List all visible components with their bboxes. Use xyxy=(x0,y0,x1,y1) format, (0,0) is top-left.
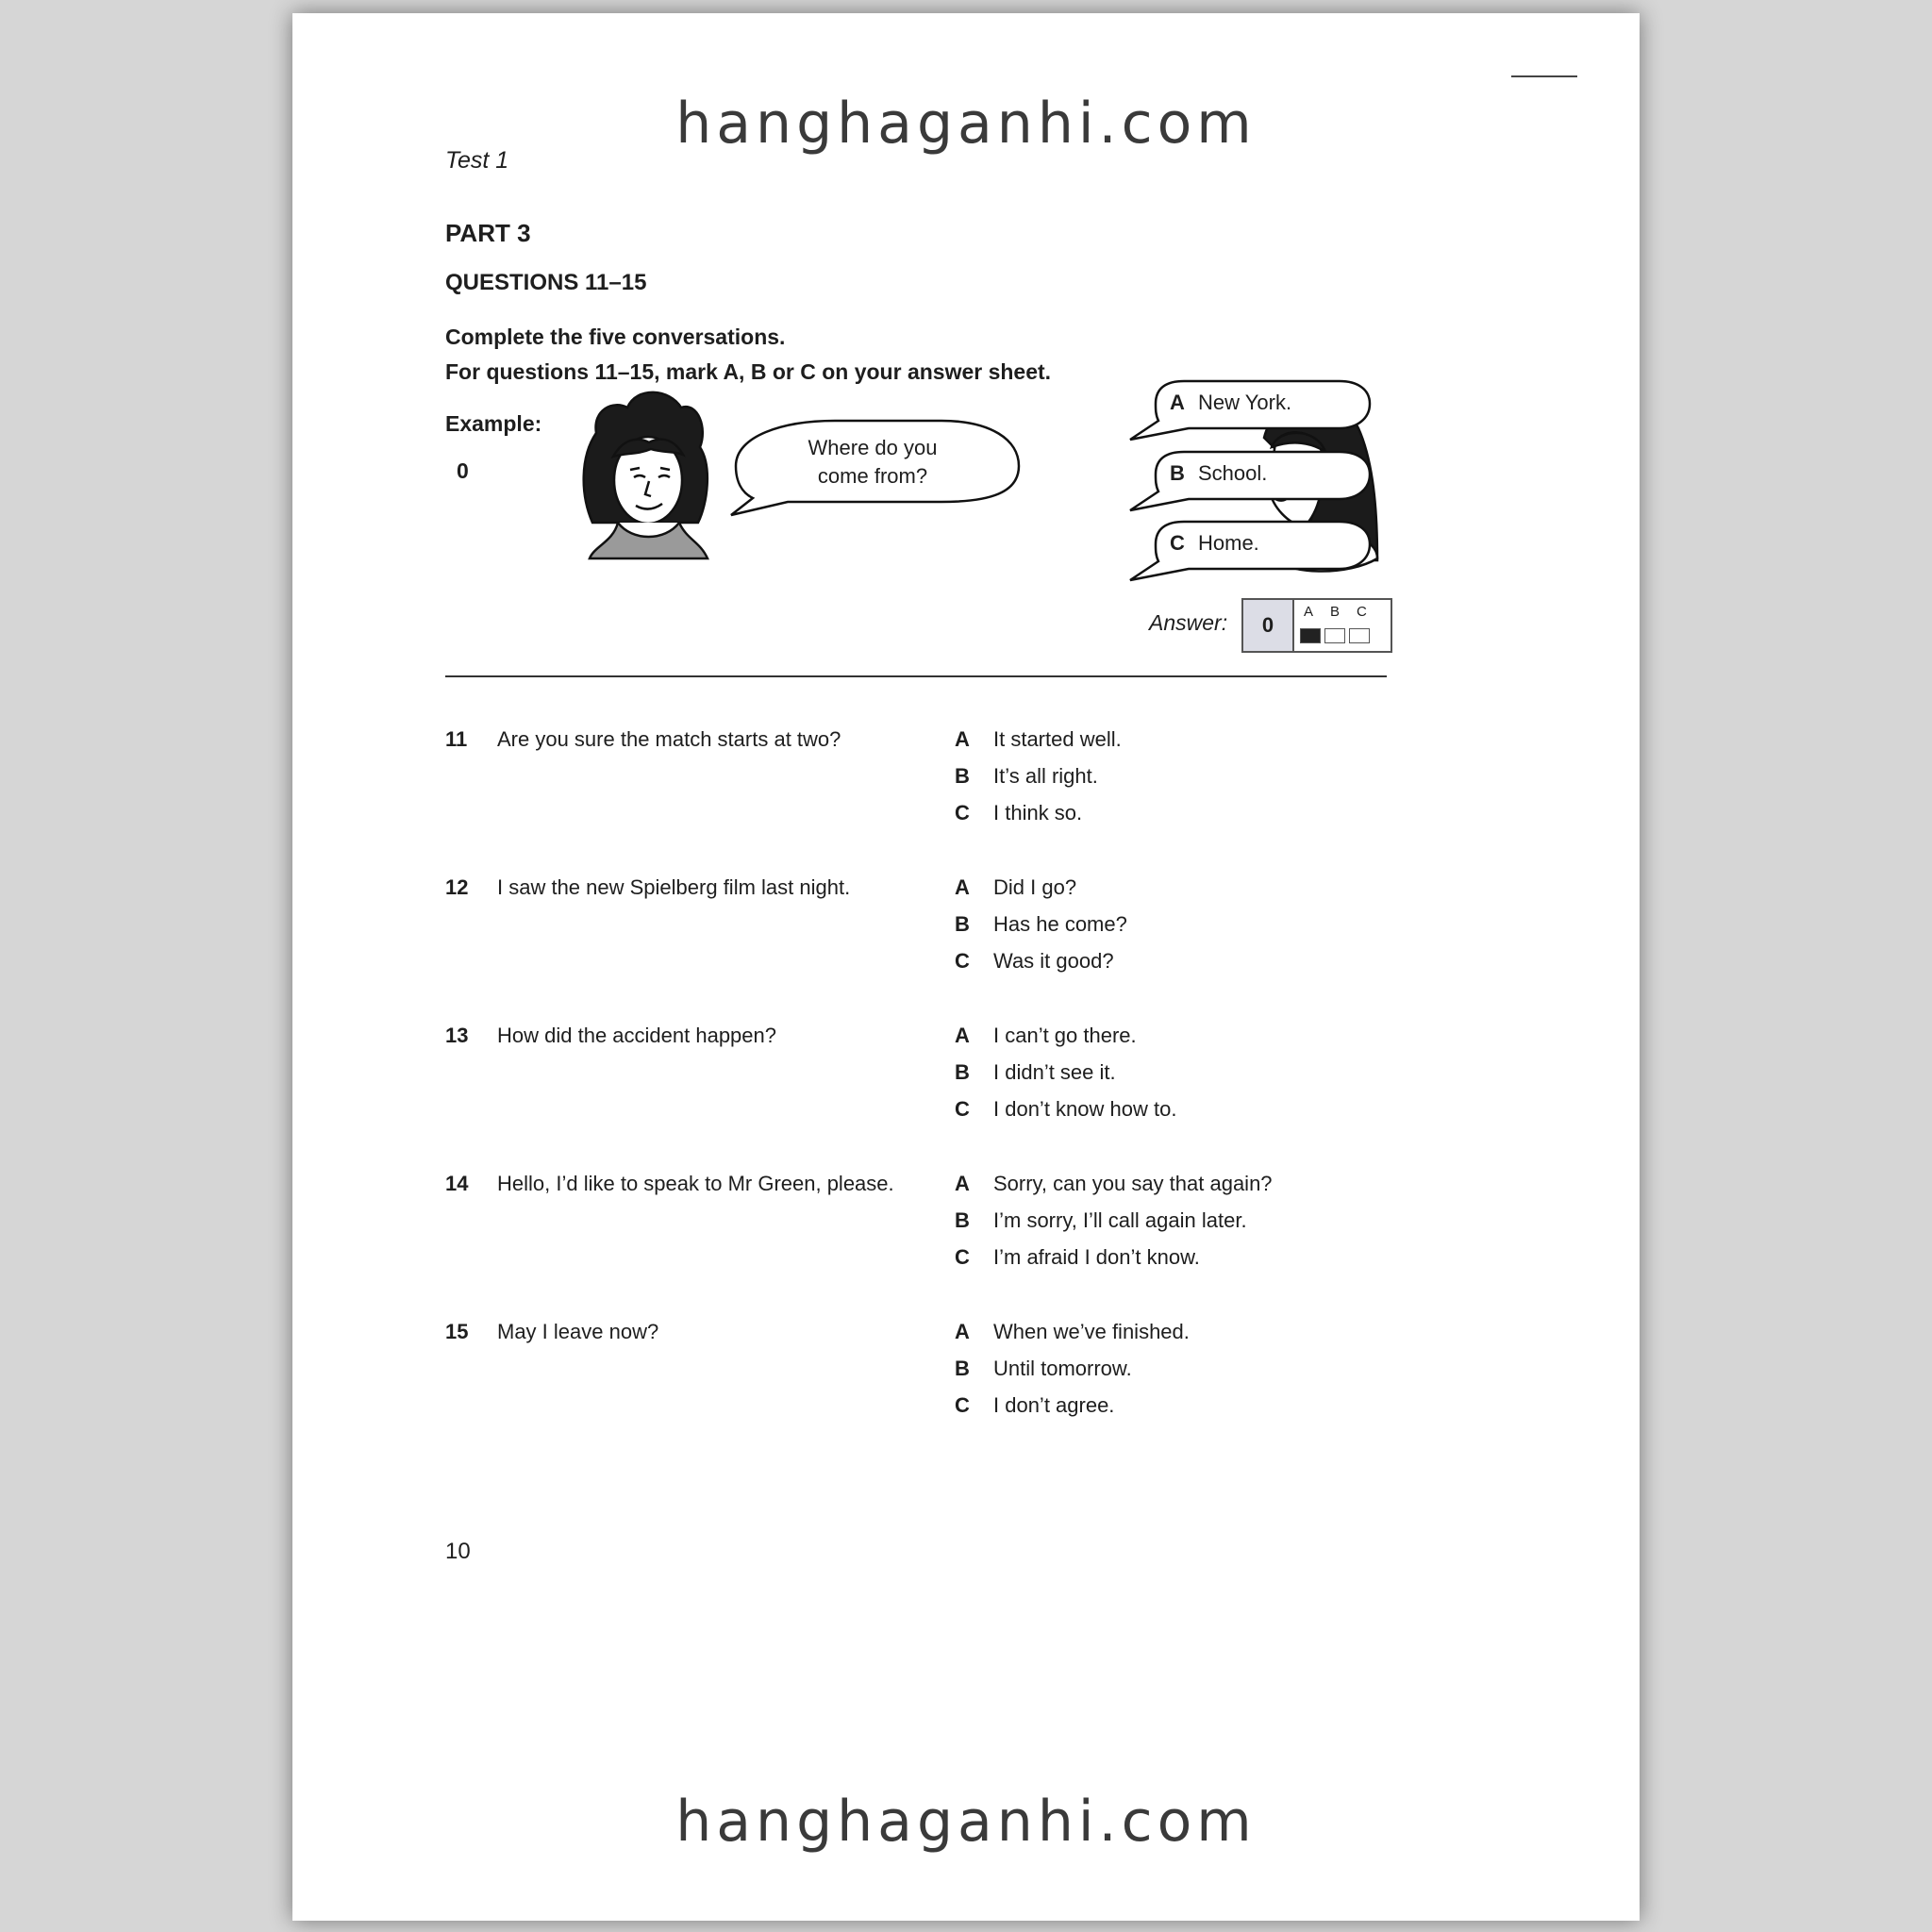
option-letter: B xyxy=(955,1060,970,1084)
question-text-11: Are you sure the match starts at two? xyxy=(497,727,841,751)
question-text-12: I saw the new Spielberg film last night. xyxy=(497,875,851,899)
example-question-line-2: come from? xyxy=(817,464,928,488)
option-letter: A xyxy=(955,1172,970,1195)
option-letter: C xyxy=(955,1097,970,1121)
option-text: I think so. xyxy=(993,801,1083,824)
option-text: Sorry, can you say that again? xyxy=(993,1172,1273,1195)
option-text: Did I go? xyxy=(993,875,1077,899)
option-text: I’m sorry, I’ll call again later. xyxy=(993,1208,1247,1232)
question-number-11: 11 xyxy=(445,727,468,751)
question-number-12: 12 xyxy=(445,875,469,899)
example-question xyxy=(731,434,1014,491)
option-letter: A xyxy=(955,875,970,899)
instruction-line-1: Complete the five conversations. xyxy=(445,325,786,349)
option-letter: B xyxy=(955,1208,970,1232)
option-letter: A xyxy=(955,1024,970,1047)
option-letter: A xyxy=(955,1320,970,1343)
page-number: 10 xyxy=(445,1539,471,1564)
option-letter: B xyxy=(1170,461,1185,485)
option-text: Home. xyxy=(1198,531,1259,555)
option-letter: B xyxy=(955,764,970,788)
test-label: Test 1 xyxy=(445,147,509,174)
option-text: I’m afraid I don’t know. xyxy=(993,1245,1200,1269)
option-letter: A xyxy=(1170,391,1185,414)
example-option-b xyxy=(1170,461,1267,486)
option-letter: B xyxy=(955,912,970,936)
answer-label: Answer: xyxy=(1149,610,1228,635)
questions-title: QUESTIONS 11–15 xyxy=(445,270,647,295)
part-title: PART 3 xyxy=(445,219,531,247)
answer-letter-b: B xyxy=(1330,604,1341,620)
answer-number: 0 xyxy=(1243,600,1294,651)
option-letter: C xyxy=(955,1393,970,1417)
option-text: New York. xyxy=(1198,391,1292,414)
instruction-line-2: For questions 11–15, mark A, B or C on your answer sheet. xyxy=(445,359,1052,384)
option-text: Has he come? xyxy=(993,912,1127,936)
question-text-13: How did the accident happen? xyxy=(497,1024,776,1047)
document-page xyxy=(292,13,1640,1921)
answer-box xyxy=(1241,598,1392,653)
question-text-14: Hello, I’d like to speak to Mr Green, please. xyxy=(497,1172,894,1195)
example-illustration xyxy=(292,13,1640,674)
answer-letter-a: A xyxy=(1304,604,1314,620)
option-text: It’s all right. xyxy=(993,764,1098,788)
woman-left-icon xyxy=(584,392,708,558)
option-letter: C xyxy=(955,801,970,824)
example-option-a xyxy=(1170,391,1291,415)
option-text: I don’t know how to. xyxy=(993,1097,1177,1121)
answer-box-b xyxy=(1324,628,1345,643)
option-text: It started well. xyxy=(993,727,1122,751)
option-text: Was it good? xyxy=(993,949,1114,973)
answer-box-a-filled xyxy=(1300,628,1321,643)
example-speech-bubble xyxy=(292,13,1236,430)
option-letter: C xyxy=(955,1245,970,1269)
example-label: Example: xyxy=(445,411,542,436)
option-text: I can’t go there. xyxy=(993,1024,1137,1047)
example-option-c xyxy=(1170,531,1259,556)
answer-letter-c: C xyxy=(1357,604,1367,620)
section-divider xyxy=(445,675,1387,677)
option-text: School. xyxy=(1198,461,1268,485)
watermark-bottom: hanghaganhi.com xyxy=(675,1789,1257,1855)
example-number: 0 xyxy=(457,458,469,483)
question-number-13: 13 xyxy=(445,1024,469,1047)
example-question-line-1: Where do you xyxy=(808,436,938,459)
question-number-15: 15 xyxy=(445,1320,469,1343)
option-text: When we’ve finished. xyxy=(993,1320,1190,1343)
option-letter: C xyxy=(1170,531,1185,555)
option-letter: C xyxy=(955,949,970,973)
option-text: Until tomorrow. xyxy=(993,1357,1132,1380)
option-text: I don’t agree. xyxy=(993,1393,1115,1417)
question-text-15: May I leave now? xyxy=(497,1320,659,1343)
option-letter: A xyxy=(955,727,970,751)
option-text: I didn’t see it. xyxy=(993,1060,1116,1084)
watermark-top: hanghaganhi.com xyxy=(675,91,1257,157)
question-number-14: 14 xyxy=(445,1172,469,1195)
answer-box-c xyxy=(1349,628,1370,643)
option-letter: B xyxy=(955,1357,970,1380)
